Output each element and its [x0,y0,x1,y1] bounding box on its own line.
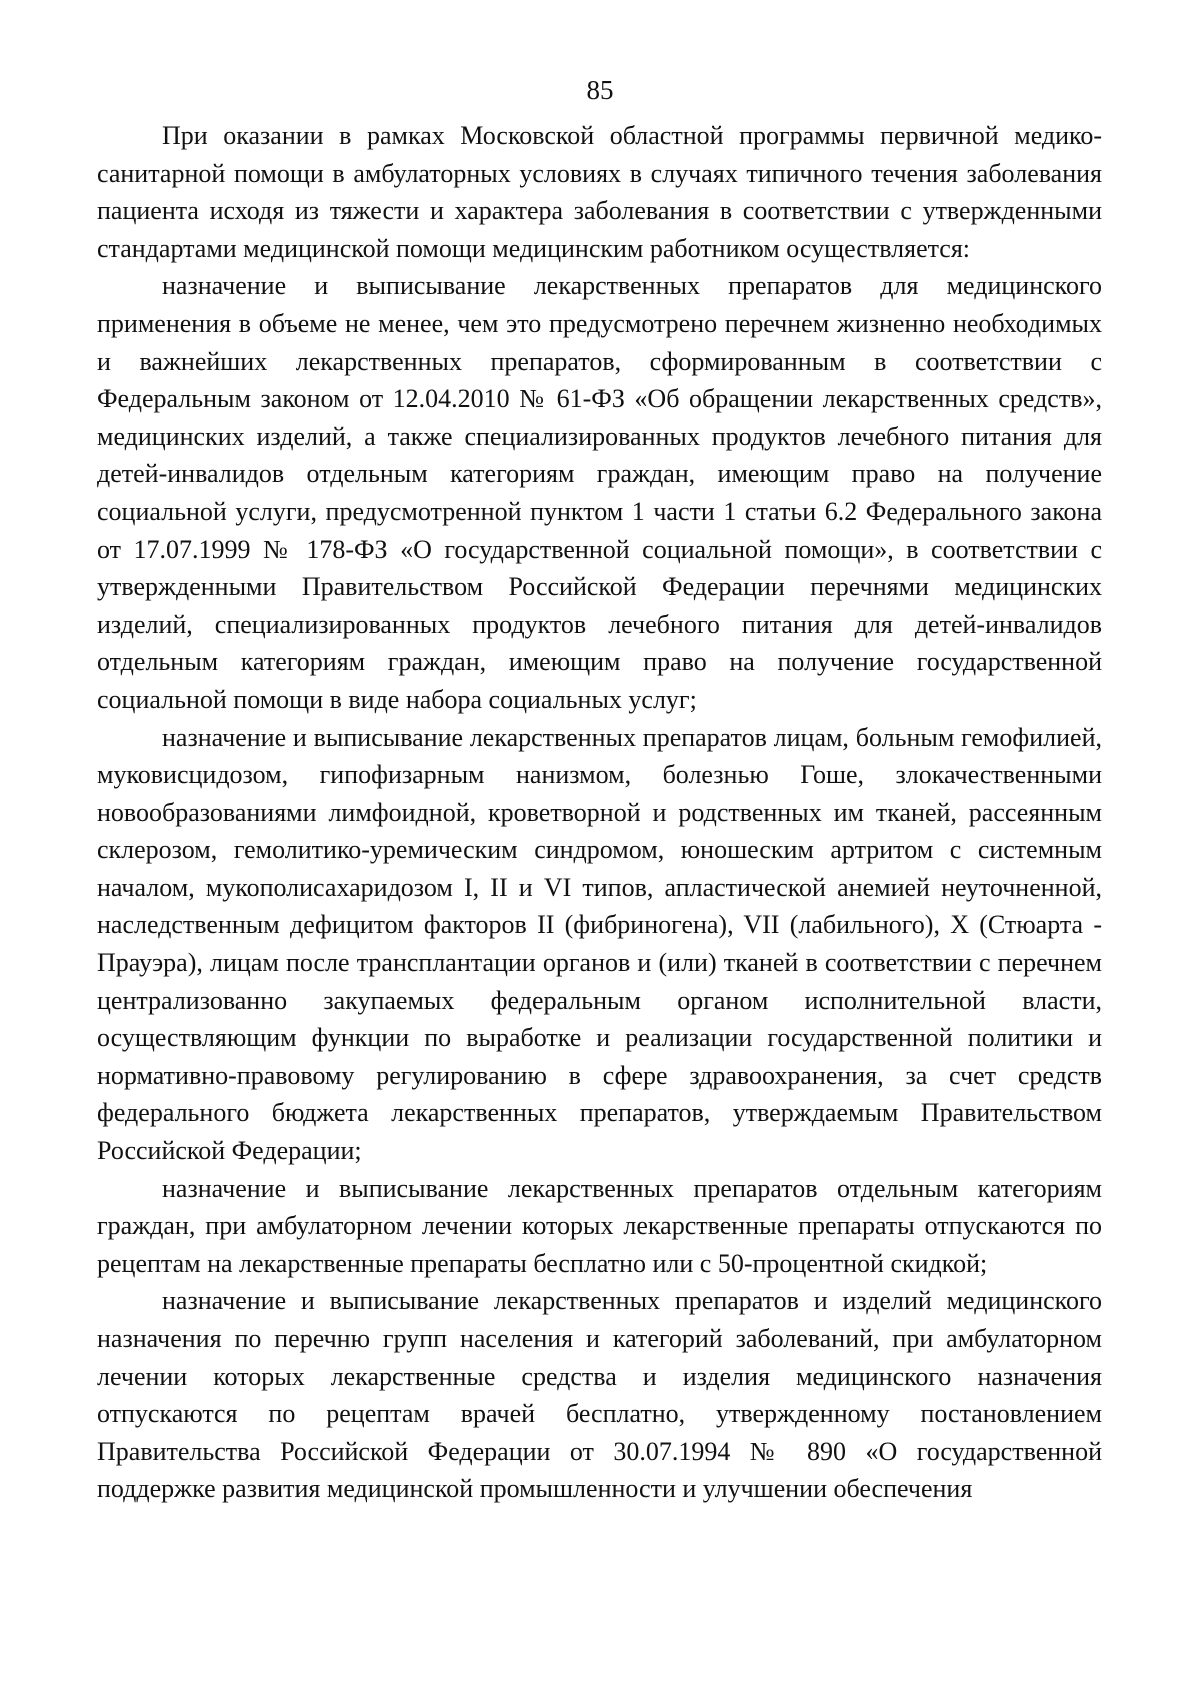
paragraph-intro: При оказании в рамках Московской областной программы первичной медико-санитарной помощи в амбулаторных условиях в случаях типичного течения заболевания пациента исходя из тяжести и характера заболевания в соответствии с утвержденными стандартами медицинской помощи медицинским работником осуществляется: [97,121,1102,263]
paragraph-item-4: назначение и выписывание лекарственных препаратов и изделий медицинского назначения по перечню групп населения и категорий заболеваний, при амбулаторном лечении которых лекарственные средства и изделия медицинского назначения отпускаются по рецептам врачей бесплатно, утвержденному постановлением Правительства Российской Федерации от 30.07.1994 № 890 «О государственной поддержке развития медицинской промышленности и улучшении обеспечения [97,1286,1102,1504]
paragraph-item-3: назначение и выписывание лекарственных препаратов отдельным категориям граждан, при амбулаторном лечении которых лекарственные препараты отпускаются по рецептам на лекарственные препараты бесплатно или с 50-процентной скидкой; [97,1173,1102,1278]
page-number: 85 [586,75,614,105]
paragraph-item-2: назначение и выписывание лекарственных препаратов лицам, больным гемофилией, муковисцидозом, гипофизарным нанизмом, болезнью Гоше, злокачественными новообразованиями лимфоидной, кроветворной и родственных им тканей, рассеянным склерозом, гемолитико-уремическим синдромом, юношеским артритом с системным началом, мукополисахаридозом I, II и VI типов, апластической анемией неуточненной, наследственным дефицитом факторов II (фибриногена), VII (лабильного), X (Стюарта - Прауэра), лицам после трансплантации органов и (или) тканей в соответствии с перечнем централизованно закупаемых федеральным органом исполнительной власти, осуществляющим функции по выработке и реализации государственной политики и нормативно-правовому регулированию в сфере здравоохранения, за счет средств федерального бюджета лекарственных препаратов, утверждаемым Правительством Российской Федерации; [97,722,1102,1166]
paragraph-item-1: назначение и выписывание лекарственных препаратов для медицинского применения в объеме не менее, чем это предусмотрено перечнем жизненно необходимых и важнейших лекарственных препаратов, сформированным в соответствии с Федеральным законом от 12.04.2010 № 61-ФЗ «Об обращении лекарственных средств», медицинских изделий, а также специализированных продуктов лечебного питания для детей-инвалидов отдельным категориям граждан, имеющим право на получение социальной услуги, предусмотренной пунктом 1 части 1 статьи 6.2 Федерального закона от 17.07.1999 № 178-ФЗ «О государственной социальной помощи», в соответствии с утвержденными Правительством Российской Федерации перечнями медицинских изделий, специализированных продуктов лечебного питания для детей-инвалидов отдельным категориям граждан, имеющим право на получение государственной социальной помощи в виде набора социальных услуг; [97,271,1102,714]
document-body [97,117,1102,1508]
